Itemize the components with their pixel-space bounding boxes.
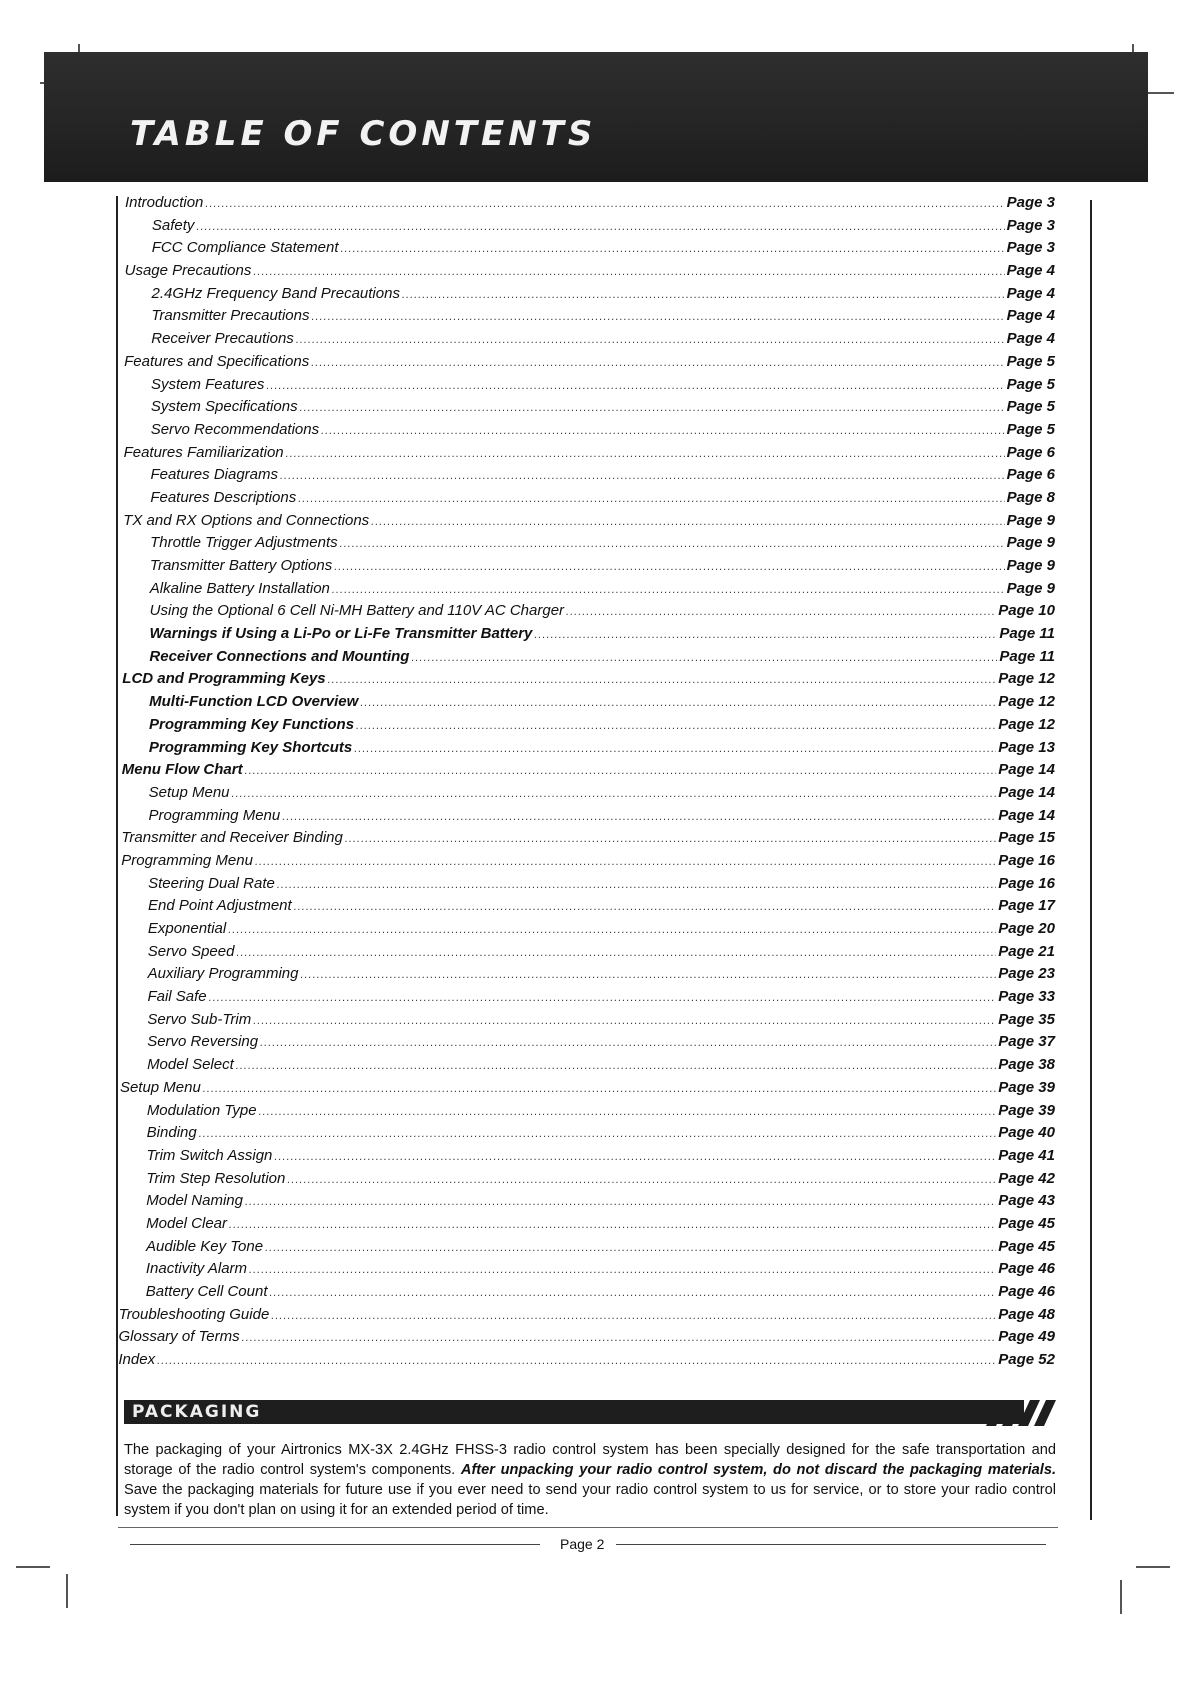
toc-entry-label: Glossary of Terms (118, 1328, 240, 1346)
toc-leader-dots (296, 329, 1005, 352)
toc-entry-label: Throttle Trigger Adjustments (150, 534, 338, 552)
toc-entry-label: Steering Dual Rate (148, 874, 275, 892)
toc-entry-label: Transmitter Battery Options (149, 557, 333, 574)
toc-entry (122, 691, 1055, 714)
toc-entry-label: Multi-Function LCD Overview (149, 693, 359, 711)
toc-entry-page: Page 14 (998, 761, 1055, 779)
toc-entry-page: Page 12 (998, 693, 1055, 711)
toc-entry (120, 986, 1055, 1009)
crop-mark (1136, 1566, 1170, 1568)
toc-entry (124, 419, 1055, 442)
toc-entry-label: Battery Cell Count (145, 1283, 268, 1300)
toc-entry-label: Binding (146, 1124, 197, 1142)
page-title: TABLE OF CONTENTS (130, 114, 597, 154)
toc-entry-label: Safety (151, 216, 195, 234)
toc-entry-label: System Specifications (150, 398, 298, 416)
toc-entry (124, 328, 1055, 351)
toc-leader-dots (232, 783, 997, 806)
toc-leader-dots (300, 397, 1005, 420)
toc-entry-page: Page 43 (998, 1192, 1055, 1210)
toc-leader-dots (294, 896, 997, 919)
toc-entry-label: Fail Safe (147, 988, 207, 1006)
toc-entry-page: Page 21 (998, 942, 1055, 960)
toc-entry-label: Model Naming (146, 1192, 243, 1210)
right-margin-line (1090, 200, 1092, 1520)
toc-entry-page: Page 33 (998, 988, 1055, 1006)
toc-leader-dots (280, 465, 1005, 488)
toc-leader-dots (260, 1032, 996, 1055)
toc-entry-label: Inactivity Alarm (145, 1260, 248, 1278)
toc-entry (122, 782, 1055, 805)
toc-leader-dots (332, 579, 1005, 602)
toc-leader-dots (228, 919, 996, 942)
toc-entry (119, 1304, 1055, 1327)
toc-entry-label: Alkaline Battery Installation (149, 579, 330, 597)
toc-leader-dots (199, 1123, 997, 1146)
toc-leader-dots (255, 851, 996, 874)
toc-leader-dots (236, 1055, 997, 1078)
toc-leader-dots (242, 1327, 997, 1350)
toc-entry (119, 1190, 1055, 1213)
toc-entry (121, 850, 1055, 873)
toc-entry-page: Page 3 (1006, 194, 1055, 211)
toc-entry-page: Page 17 (998, 897, 1055, 915)
toc-leader-dots (245, 1191, 996, 1214)
toc-entry-page: Page 37 (998, 1033, 1055, 1051)
toc-entry (124, 283, 1055, 306)
toc-entry-page: Page 11 (999, 625, 1055, 643)
toc-entry-page: Page 41 (998, 1146, 1055, 1164)
toc-entry (120, 1077, 1055, 1100)
toc-entry-label: Programming Menu (121, 851, 253, 869)
toc-entry-label: End Point Adjustment (147, 897, 292, 915)
toc-entry (122, 737, 1055, 760)
toc-leader-dots (196, 216, 1004, 239)
packaging-header-bar (124, 1400, 1024, 1424)
toc-leader-dots (286, 443, 1005, 466)
toc-leader-dots (209, 987, 997, 1010)
toc-leader-dots (334, 556, 1004, 579)
toc-entry-page: Page 8 (1006, 488, 1055, 506)
toc-entry-label: Auxiliary Programming (147, 965, 299, 983)
toc-entry-page: Page 4 (1006, 284, 1055, 302)
toc-entry-page: Page 10 (998, 602, 1055, 620)
packaging-title: PACKAGING (132, 1402, 262, 1422)
footer-page-number: Page 2 (560, 1536, 605, 1552)
toc-leader-dots (411, 647, 997, 670)
toc-leader-dots (311, 306, 1004, 329)
toc-entry-label: Model Clear (146, 1214, 228, 1232)
toc-entry-label: Model Select (147, 1056, 234, 1074)
toc-leader-dots (205, 193, 1004, 216)
toc-entry-label: Receiver Connections and Mounting (149, 647, 410, 665)
toc-leader-dots (311, 352, 1004, 375)
toc-entry (123, 623, 1055, 646)
toc-entry (125, 192, 1055, 215)
toc-leader-dots (259, 1101, 997, 1124)
toc-entry (120, 1054, 1055, 1077)
toc-entry-label: Servo Recommendations (150, 420, 320, 438)
toc-leader-dots (203, 1078, 996, 1101)
toc-entry (123, 600, 1055, 623)
toc-entry (124, 442, 1055, 465)
toc-entry-page: Page 5 (1006, 420, 1055, 438)
toc-entry-page: Page 39 (998, 1078, 1055, 1096)
toc-leader-dots (534, 624, 997, 647)
toc-entry-label: Using the Optional 6 Cell Ni-MH Battery and 110V AC Charger (149, 602, 565, 620)
toc-entry-page: Page 23 (998, 965, 1055, 983)
toc-entry-page: Page 13 (998, 738, 1055, 756)
toc-entry (123, 510, 1055, 533)
toc-entry-page: Page 12 (998, 670, 1055, 688)
toc-entry (122, 805, 1056, 828)
packaging-paragraph (124, 1440, 1056, 1520)
toc-entry (121, 827, 1055, 850)
toc-entry-label: Usage Precautions (124, 262, 252, 280)
toc-entry-label: Transmitter and Receiver Binding (121, 829, 343, 847)
toc-entry-label: 2.4GHz Frequency Band Precautions (151, 284, 400, 302)
toc-entry-page: Page 5 (1006, 375, 1055, 393)
toc-entry-page: Page 4 (1006, 307, 1055, 325)
toc-entry-page: Page 11 (999, 647, 1055, 665)
toc-entry-page: Page 20 (998, 920, 1055, 937)
toc-leader-dots (360, 692, 996, 715)
toc-entry (119, 1168, 1055, 1191)
toc-entry-page: Page 9 (1006, 557, 1055, 574)
toc-entry-page: Page 16 (998, 851, 1055, 869)
packaging-text-2: Save the packaging materials for future use if you ever need to send your radio control system to us for service, or to store your radio control system if you don't plan on using it for an extended period of time. (124, 1482, 1056, 1518)
toc-entry-label: Servo Sub-Trim (147, 1010, 252, 1028)
toc-leader-dots (345, 828, 996, 851)
toc-leader-dots (277, 874, 996, 897)
toc-entry-page: Page 46 (998, 1283, 1055, 1300)
toc-entry-label: FCC Compliance Statement (151, 239, 339, 257)
toc-leader-dots (566, 601, 996, 624)
toc-entry-label: Servo Reversing (147, 1033, 259, 1051)
toc-entry (120, 1122, 1055, 1145)
toc-leader-dots (328, 669, 997, 692)
toc-entry (121, 963, 1055, 986)
toc-entry (120, 1145, 1055, 1168)
crop-mark (1120, 1580, 1122, 1614)
toc-entry-label: Features Descriptions (150, 488, 297, 506)
toc-entry-label: Programming Menu (148, 806, 281, 824)
toc-entry-label: Features and Specifications (124, 352, 310, 370)
toc-entry (119, 1281, 1055, 1304)
toc-entry-page: Page 6 (1006, 466, 1055, 484)
toc-leader-dots (249, 1259, 996, 1282)
toc-entry-label: Setup Menu (119, 1078, 201, 1096)
toc-leader-dots (300, 964, 996, 987)
header-band (44, 52, 1148, 182)
toc-leader-dots (245, 760, 997, 783)
toc-entry (121, 873, 1055, 896)
toc-entry-page: Page 16 (998, 874, 1055, 892)
toc-leader-dots (253, 1010, 996, 1033)
toc-leader-dots (265, 1237, 996, 1260)
toc-entry-page: Page 15 (998, 829, 1055, 847)
toc-leader-dots (287, 1169, 996, 1192)
toc-entry-label: Receiver Precautions (151, 330, 294, 348)
toc-leader-dots (157, 1350, 996, 1373)
toc-leader-dots (340, 533, 1005, 556)
toc-leader-dots (298, 488, 1004, 511)
toc-leader-dots (321, 420, 1005, 443)
toc-entry-page: Page 4 (1006, 330, 1055, 348)
toc-entry (122, 759, 1055, 782)
toc-entry (124, 374, 1055, 397)
toc-entry-page: Page 14 (998, 806, 1055, 824)
packaging-text-emphasis: After unpacking your radio control system, do not discard the packaging materials. (460, 1462, 1056, 1478)
toc-entry-page: Page 42 (998, 1169, 1055, 1187)
toc-entry-page: Page 38 (998, 1056, 1055, 1074)
toc-entry (118, 1349, 1055, 1372)
toc-entry-page: Page 9 (1006, 579, 1055, 597)
toc-entry-label: Setup Menu (148, 783, 230, 801)
toc-entry (123, 555, 1055, 578)
toc-entry (124, 351, 1055, 374)
toc-entry-label: Features Familiarization (123, 443, 284, 461)
toc-entry-label: Servo Speed (147, 942, 235, 960)
toc-entry-page: Page 46 (998, 1260, 1055, 1278)
toc-leader-dots (274, 1146, 996, 1169)
toc-entry-page: Page 48 (998, 1305, 1055, 1323)
toc-entry (123, 464, 1055, 487)
toc-entry (123, 532, 1055, 555)
toc-entry (121, 941, 1055, 964)
toc-entry (119, 1236, 1055, 1259)
toc-entry-page: Page 4 (1006, 262, 1055, 280)
toc-entry-page: Page 9 (1006, 511, 1055, 529)
toc-entry-label: Menu Flow Chart (121, 761, 243, 779)
toc-leader-dots (270, 1282, 997, 1305)
toc-leader-dots (341, 238, 1005, 261)
toc-entry-page: Page 49 (998, 1328, 1055, 1346)
toc-entry-label: Trim Step Resolution (146, 1169, 286, 1187)
toc-leader-dots (253, 261, 1004, 284)
slash-decoration-icon (976, 1396, 1056, 1430)
toc-entry-label: Programming Key Shortcuts (148, 738, 353, 756)
toc-entry-label: Modulation Type (146, 1101, 257, 1119)
toc-leader-dots (236, 942, 996, 965)
toc-entry-page: Page 9 (1006, 534, 1055, 552)
toc-entry-label: Troubleshooting Guide (118, 1305, 270, 1323)
toc-entry (122, 668, 1055, 691)
toc-leader-dots (229, 1214, 996, 1237)
toc-entry-page: Page 45 (998, 1237, 1055, 1255)
toc-entry-label: TX and RX Options and Connections (123, 511, 370, 529)
toc-entry (122, 714, 1055, 737)
toc-entry-label: System Features (150, 375, 265, 393)
packaging-text-1: The packaging of your Airtronics MX-3X 2.4GHz FHSS-3 radio control system has been specially designed for the safe transportation and storage of the radio control system's components. (124, 1442, 1056, 1478)
toc-entry (123, 487, 1055, 510)
toc-entry (121, 918, 1055, 941)
toc-entry (124, 396, 1055, 419)
toc-entry (122, 646, 1055, 669)
toc-entry-page: Page 3 (1006, 216, 1055, 234)
toc-entry-label: Programming Key Functions (149, 715, 355, 733)
toc-leader-dots (271, 1305, 996, 1328)
toc-entry (125, 215, 1055, 238)
toc-entry (121, 895, 1055, 918)
toc-entry (125, 260, 1055, 283)
toc-entry (120, 1031, 1055, 1054)
toc-entry-label: Features Diagrams (150, 466, 278, 484)
toc-entry-label: Transmitter Precautions (151, 307, 310, 325)
toc-entry-page: Page 52 (998, 1351, 1055, 1369)
toc-entry-page: Page 5 (1006, 398, 1055, 416)
toc-entry-page: Page 40 (998, 1124, 1055, 1142)
toc-entry (119, 1258, 1055, 1281)
toc-entry (120, 1100, 1055, 1123)
toc-leader-dots (266, 375, 1004, 398)
toc-entry (119, 1213, 1055, 1236)
toc-entry-page: Page 3 (1006, 239, 1055, 257)
footer-rule-left (130, 1544, 540, 1545)
toc-entry (123, 578, 1055, 601)
toc-entry-page: Page 6 (1006, 443, 1055, 461)
toc-entry-label: Trim Switch Assign (146, 1146, 273, 1164)
toc-entry (125, 237, 1055, 260)
toc-entry-label: Index (118, 1351, 156, 1369)
toc-entry (119, 1326, 1056, 1349)
toc-entry-label: Introduction (125, 194, 204, 211)
toc-entry-label: Warnings if Using a Li-Po or Li-Fe Transmitter Battery (149, 625, 533, 643)
toc-leader-dots (402, 284, 1005, 307)
toc-entry-label: Exponential (147, 920, 227, 937)
toc-entry (124, 305, 1055, 328)
toc-leader-dots (356, 715, 996, 738)
crop-mark (16, 1566, 50, 1568)
toc-entry (120, 1009, 1055, 1032)
toc-entry-page: Page 45 (998, 1214, 1055, 1232)
toc-entry-label: Audible Key Tone (146, 1237, 264, 1255)
footer-rule-right (616, 1544, 1046, 1545)
toc-entry-page: Page 12 (998, 715, 1055, 733)
toc-leader-dots (282, 806, 996, 829)
toc-entry-page: Page 14 (998, 783, 1055, 801)
crop-mark (66, 1574, 68, 1608)
toc-entry-page: Page 35 (998, 1010, 1055, 1028)
toc-leader-dots (371, 511, 1004, 534)
bottom-divider (118, 1527, 1058, 1528)
toc-entry-page: Page 39 (998, 1101, 1055, 1119)
toc-entry-label: LCD and Programming Keys (122, 670, 326, 688)
toc-leader-dots (354, 738, 996, 761)
table-of-contents (118, 192, 1055, 1372)
toc-entry-page: Page 5 (1006, 352, 1055, 370)
